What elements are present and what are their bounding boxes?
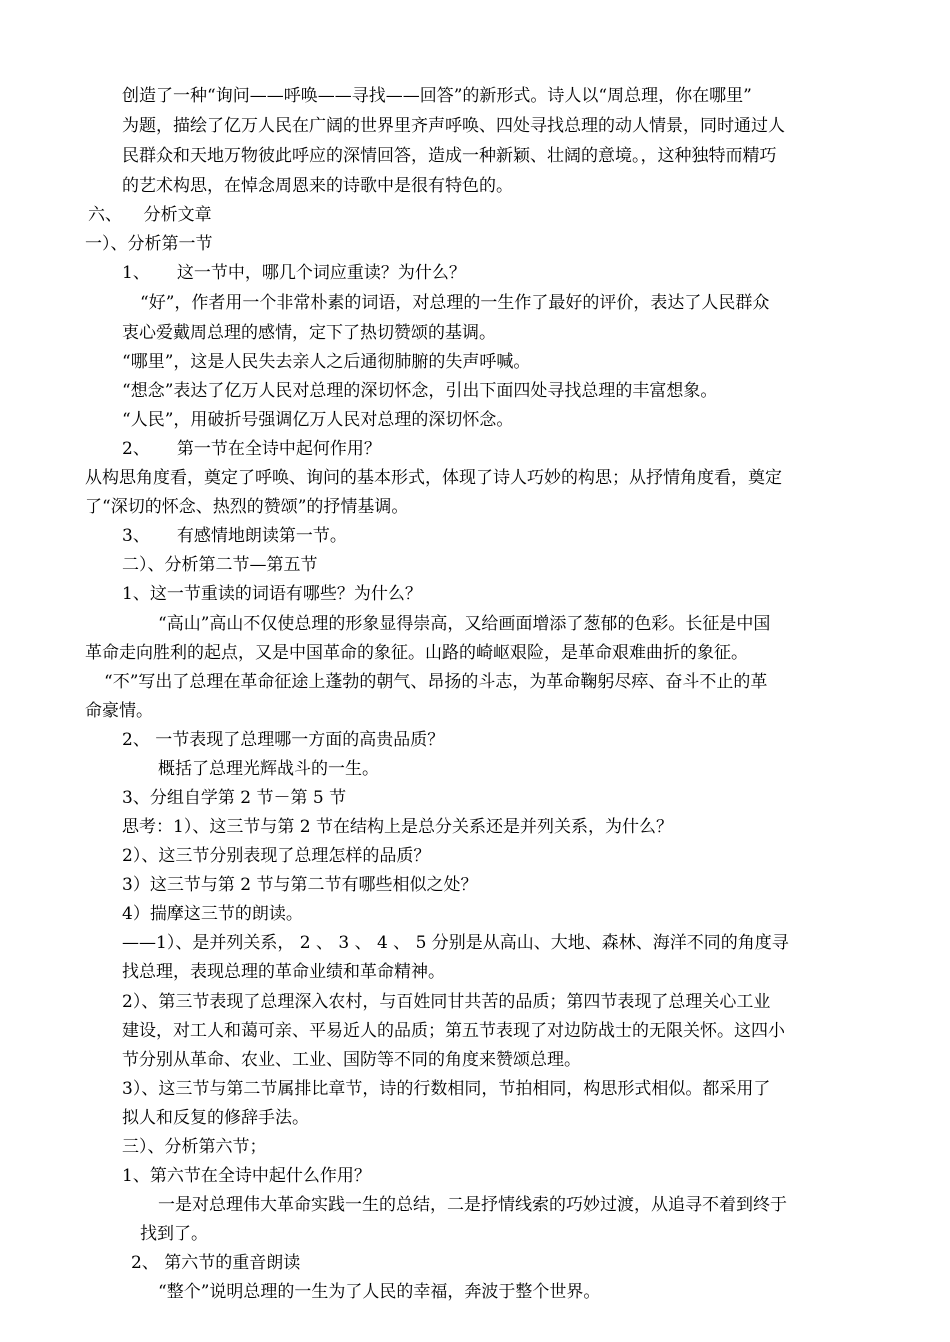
text-line: 拟人和反复的修辞手法。 <box>122 1108 309 1128</box>
question-line: 1、这一节重读的词语有哪些？为什么？ <box>122 584 422 604</box>
text-line: 概括了总理光辉战斗的一生。 <box>158 759 379 779</box>
text-line: “整个”说明总理的一生为了人民的幸福，奔波于整个世界。 <box>158 1282 601 1302</box>
question-line: 2、 第一节在全诗中起何作用？ <box>122 439 381 459</box>
text-line: 民群众和天地万物彼此呼应的深情回答，造成一种新颖、壮阔的意境。，这种独特而精巧 <box>122 146 777 166</box>
question-line: 3、分组自学第 2 节－第 5 节 <box>122 788 347 808</box>
question-line: 2、 一节表现了总理哪一方面的高贵品质？ <box>122 730 445 750</box>
question-line: 2、 第六节的重音朗读 <box>131 1253 301 1273</box>
text-line: 找到了。 <box>140 1224 208 1244</box>
text-line: 找总理，表现总理的革命业绩和革命精神。 <box>122 962 445 982</box>
text-line: 为题，描绘了亿万人民在广阔的世界里齐声呼唤、四处寻找总理的动人情景，同时通过人 <box>122 116 785 136</box>
question-line: 3、 有感情地朗读第一节。 <box>122 526 347 546</box>
text-line: 了“深切的怀念、热烈的赞颂”的抒情基调。 <box>85 497 409 517</box>
text-line: 建设，对工人和蔼可亲、平易近人的品质；第五节表现了对边防战士的无限关怀。这四小 <box>122 1021 785 1041</box>
text-line: “人民”，用破折号强调亿万人民对总理的深切怀念。 <box>122 410 514 430</box>
text-line: 4）揣摩这三节的朗读。 <box>122 904 303 924</box>
text-line: “想念”表达了亿万人民对总理的深切怀念，引出下面四处寻找总理的丰富想象。 <box>122 381 718 401</box>
text-line: 革命走向胜利的起点，又是中国革命的象征。山路的崎岖艰险，是革命艰难曲折的象征。 <box>85 643 748 663</box>
text-line: 命豪情。 <box>85 701 153 721</box>
text-line: “高山”高山不仅使总理的形象显得崇高，又给画面增添了葱郁的色彩。长征是中国 <box>158 614 771 634</box>
subsection-heading: 二）、分析第二节—第五节 <box>122 555 318 575</box>
text-line: 3）、这三节与第二节属排比章节，诗的行数相同，节拍相同，构思形式相似。都采用了 <box>122 1079 771 1099</box>
text-line: 2）、这三节分别表现了总理怎样的品质？ <box>122 846 431 866</box>
text-line: 一是对总理伟大革命实践一生的总结，二是抒情线索的巧妙过渡，从追寻不着到终于 <box>158 1195 787 1215</box>
text-line: 3）这三节与第 2 节与第二节有哪些相似之处？ <box>122 875 478 895</box>
text-line: “不”写出了总理在革命征途上蓬勃的朝气、昂扬的斗志，为革命鞠躬尽瘁、奋斗不止的革 <box>104 672 768 692</box>
text-line: 的艺术构思，在悼念周恩来的诗歌中是很有特色的。 <box>122 176 513 196</box>
text-line: 思考：1）、这三节与第 2 节在结构上是总分关系还是并列关系，为什么？ <box>122 817 673 837</box>
text-line: 2）、第三节表现了总理深入农村，与百姓同甘共苦的品质；第四节表现了总理关心工业 <box>122 992 771 1012</box>
section-heading: 六、 分析文章 <box>88 205 212 225</box>
text-line: 节分别从革命、农业、工业、国防等不同的角度来赞颂总理。 <box>122 1050 581 1070</box>
subsection-heading: 一）、分析第一节 <box>85 234 213 254</box>
text-line: 衷心爱戴周总理的感情，定下了热切赞颂的基调。 <box>122 323 496 343</box>
text-line: 创造了一种“询问——呼唤——寻找——回答”的新形式。诗人以“周总理，你在哪里” <box>122 86 752 106</box>
question-line: 1、 这一节中，哪几个词应重读？为什么？ <box>122 263 466 283</box>
text-line: “哪里”，这是人民失去亲人之后通彻肺腑的失声呼喊。 <box>122 352 531 372</box>
question-line: 1、第六节在全诗中起什么作用？ <box>122 1166 371 1186</box>
text-line: “好”，作者用一个非常朴素的词语，对总理的一生作了最好的评价，表达了人民群众 <box>140 293 770 313</box>
subsection-heading: 三）、分析第六节； <box>122 1137 267 1157</box>
text-line: ——1）、是并列关系， 2 、 3 、 4 、 5 分别是从高山、大地、森林、海洋不同的角度寻 <box>122 933 789 953</box>
text-line: 从构思角度看，奠定了呼唤、询问的基本形式，体现了诗人巧妙的构思；从抒情角度看，奠定 <box>85 468 782 488</box>
